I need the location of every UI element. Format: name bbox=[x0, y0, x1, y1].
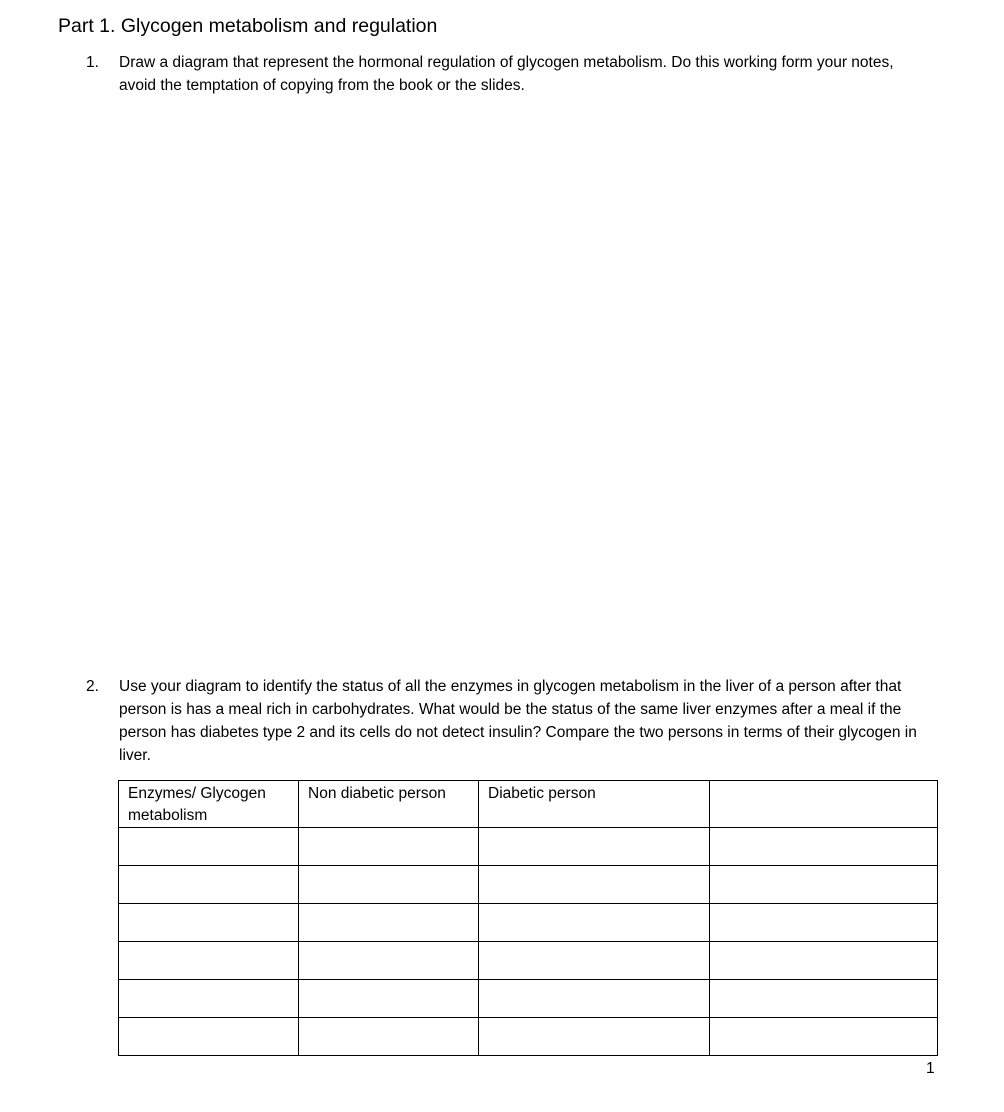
table-row bbox=[119, 904, 938, 942]
table-cell bbox=[119, 828, 299, 866]
table-cell bbox=[119, 980, 299, 1018]
table-cell bbox=[479, 980, 710, 1018]
table-cell bbox=[299, 1018, 479, 1056]
page-number: 1 bbox=[926, 1060, 935, 1077]
table-cell bbox=[299, 828, 479, 866]
table-row bbox=[119, 828, 938, 866]
table-cell bbox=[710, 980, 938, 1018]
table-row bbox=[119, 942, 938, 980]
table-cell bbox=[710, 904, 938, 942]
table-row bbox=[119, 980, 938, 1018]
question-2-number: 2. bbox=[86, 678, 99, 695]
table-cell bbox=[119, 1018, 299, 1056]
table-cell bbox=[119, 866, 299, 904]
table-cell bbox=[119, 904, 299, 942]
table-cell bbox=[479, 1018, 710, 1056]
table-cell bbox=[710, 866, 938, 904]
table-header-cell: Diabetic person bbox=[479, 781, 710, 828]
table-cell bbox=[710, 828, 938, 866]
table-row bbox=[119, 866, 938, 904]
table-header-cell: Non diabetic person bbox=[299, 781, 479, 828]
table-cell bbox=[710, 1018, 938, 1056]
table-cell bbox=[119, 942, 299, 980]
table-cell bbox=[299, 980, 479, 1018]
question-2-text: Use your diagram to identify the status of all the enzymes in glycogen metabolism in the liver of a person after that person is has a meal rich in carbohydrates. What would be the status of the same liver enzymes after a meal if the person has diabetes type 2 and its cells do not detect insulin? Compare the two persons in terms of their glycogen in liver. bbox=[119, 678, 917, 764]
table-cell bbox=[479, 866, 710, 904]
table-cell bbox=[299, 942, 479, 980]
answer-table bbox=[118, 780, 938, 1056]
table-cell bbox=[479, 942, 710, 980]
question-1-text: Draw a diagram that represent the hormonal regulation of glycogen metabolism. Do this working form your notes, avoid the temptation of copying from the book or the slides. bbox=[119, 54, 894, 94]
question-1 bbox=[86, 51, 931, 97]
table-row bbox=[119, 1018, 938, 1056]
table-cell bbox=[479, 828, 710, 866]
question-2 bbox=[86, 675, 942, 767]
table-cell bbox=[710, 942, 938, 980]
section-title: Part 1. Glycogen metabolism and regulation bbox=[58, 15, 438, 37]
table-header-cell bbox=[710, 781, 938, 828]
table-cell bbox=[299, 904, 479, 942]
table-cell bbox=[479, 904, 710, 942]
table-header-cell: Enzymes/ Glycogen metabolism bbox=[119, 781, 299, 828]
table-header-row bbox=[119, 781, 938, 828]
table-cell bbox=[299, 866, 479, 904]
question-1-number: 1. bbox=[86, 54, 99, 71]
